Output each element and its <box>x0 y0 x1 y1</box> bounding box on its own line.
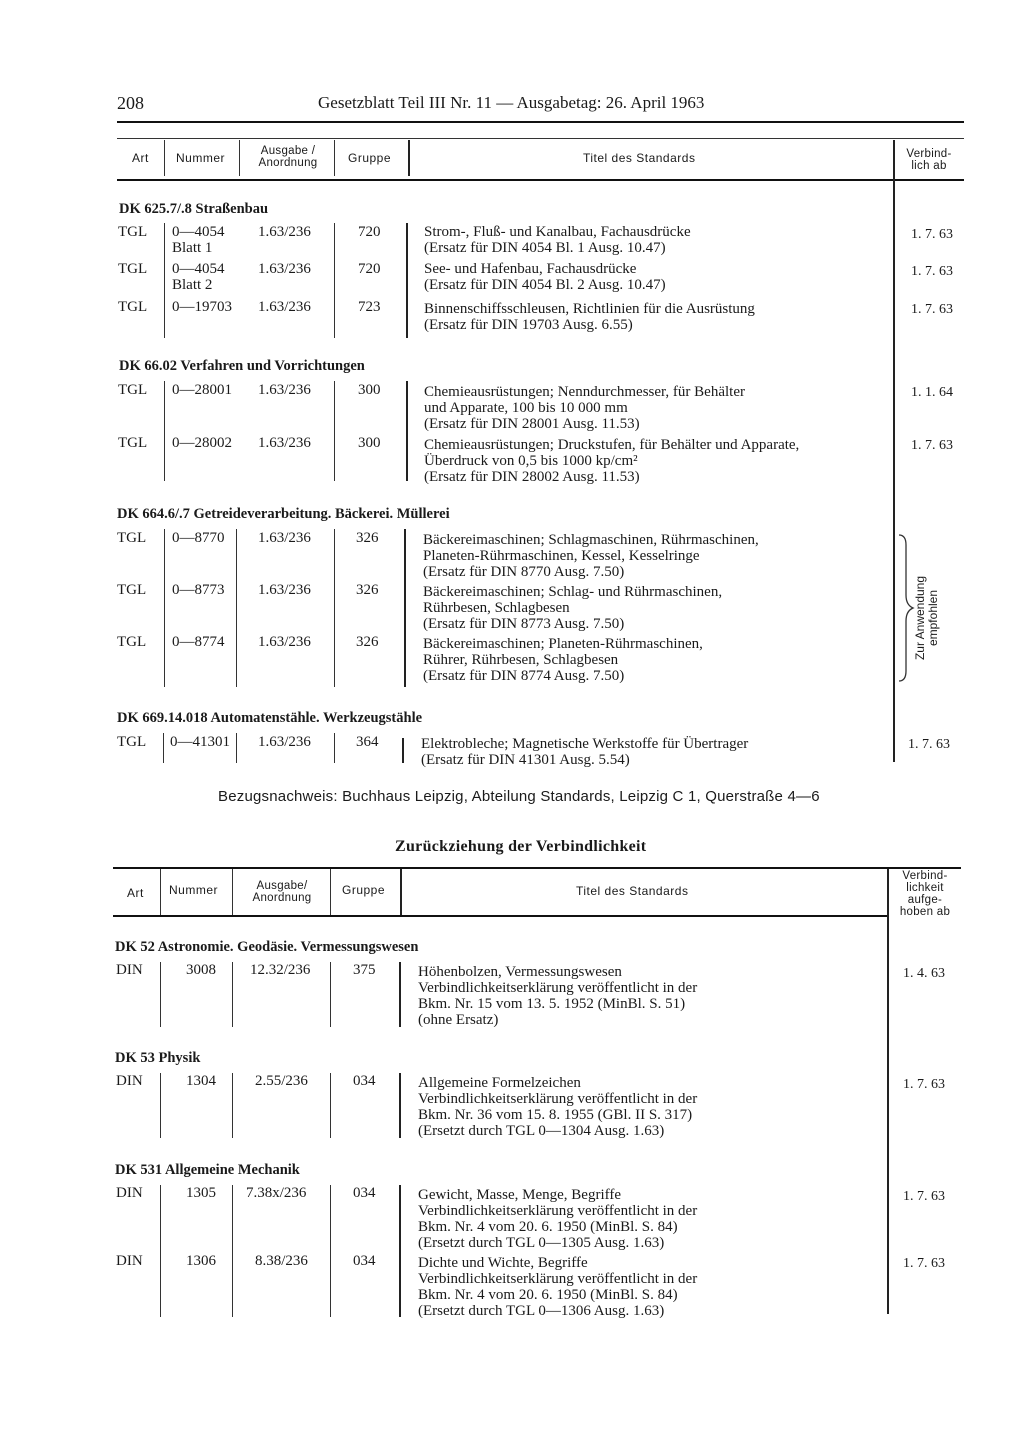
cell-titel: Chemieausrüstungen; Nenndurchmesser, für Behälter und Apparate, 100 bis 10 000 mm (Ersatz für DIN 28001 Ausg. 11.53) <box>424 384 745 432</box>
cell-ausgabe: 1.63/236 <box>258 582 311 598</box>
cell-art: TGL <box>118 299 148 315</box>
bracket-note: Zur Anwendung empfohlen <box>913 575 940 661</box>
cell-aufgehoben: 1. 7. 63 <box>903 1077 945 1092</box>
cell-art: DIN <box>116 962 143 978</box>
cell-art: TGL <box>117 734 147 750</box>
cell-art: TGL <box>118 261 148 277</box>
cell-titel: Binnenschiffsschleusen, Richtlinien für die Ausrüstung (Ersatz für DIN 19703 Ausg. 6.55) <box>424 301 755 333</box>
cell-titel: Bäckereimaschinen; Schlagmaschinen, Rührmaschinen, Planeten-Rührmaschinen, Kessel, Kesselringe (Ersatz für DIN 8770 Ausg. 7.50) <box>423 532 759 580</box>
cell-verbindlich: 1. 7. 63 <box>911 438 953 453</box>
cell-ausgabe: 8.38/236 <box>255 1253 308 1269</box>
cell-nummer: 1305 <box>186 1185 216 1201</box>
section-heading: DK 531 Allgemeine Mechanik <box>115 1162 300 1178</box>
cell-verbindlich: 1. 7. 63 <box>908 737 950 752</box>
section-heading: DK 66.02 Verfahren und Vorrichtungen <box>119 358 365 374</box>
cell-verbindlich: 1. 7. 63 <box>911 264 953 279</box>
cell-art: TGL <box>117 634 147 650</box>
cell-gruppe: 326 <box>356 634 379 650</box>
cell-art: DIN <box>116 1185 143 1201</box>
cell-ausgabe: 12.32/236 <box>250 962 311 978</box>
cell-nummer: 0—8773 <box>172 582 225 598</box>
cell-art: TGL <box>117 582 147 598</box>
section-heading: DK 53 Physik <box>115 1050 201 1066</box>
cell-nummer: 0—19703 <box>172 299 232 315</box>
cell-ausgabe: 1.63/236 <box>258 734 311 750</box>
cell-titel: Gewicht, Masse, Menge, Begriffe Verbindlichkeitserklärung veröffentlicht in der Bkm. Nr. 4 vom 20. 6. 1950 (MinBl. S. 84) (Ersetzt durch TGL 0—1305 Ausg. 1.63) <box>418 1187 698 1251</box>
cell-nummer: 0—8774 <box>172 634 225 650</box>
cell-ausgabe: 1.63/236 <box>258 435 311 451</box>
cell-nummer: 0—8770 <box>172 530 225 546</box>
cell-gruppe: 300 <box>358 382 381 398</box>
section-heading: DK 664.6/.7 Getreideverarbeitung. Bäckerei. Müllerei <box>117 506 450 522</box>
cell-ausgabe: 1.63/236 <box>258 224 311 240</box>
cell-art: TGL <box>118 435 148 451</box>
cell-verbindlich: 1. 7. 63 <box>911 302 953 317</box>
cell-nummer: 0—28002 <box>172 435 232 451</box>
cell-gruppe: 300 <box>358 435 381 451</box>
page-number: 208 <box>117 93 144 113</box>
table2-title: Zurückziehung der Verbindlichkeit <box>395 838 647 855</box>
cell-nummer: 3008 <box>186 962 216 978</box>
cell-titel: See- und Hafenbau, Fachausdrücke (Ersatz für DIN 4054 Bl. 2 Ausg. 10.47) <box>424 261 666 293</box>
cell-titel: Dichte und Wichte, Begriffe Verbindlichkeitserklärung veröffentlicht in der Bkm. Nr. 4 vom 20. 6. 1950 (MinBl. S. 84) (Ersetzt durch TGL 0—1306 Ausg. 1.63) <box>418 1255 698 1319</box>
cell-nummer: 0—4054 Blatt 1 <box>172 224 225 256</box>
cell-art: DIN <box>116 1253 143 1269</box>
cell-ausgabe: 1.63/236 <box>258 299 311 315</box>
cell-titel: Chemieausrüstungen; Druckstufen, für Behälter und Apparate, Überdruck von 0,5 bis 1000 kp/cm² (Ersatz für DIN 28002 Ausg. 11.53) <box>424 437 800 485</box>
cell-nummer: 0—41301 <box>170 734 230 750</box>
cell-titel: Allgemeine Formelzeichen Verbindlichkeitserklärung veröffentlicht in der Bkm. Nr. 36 vom 15. 8. 1955 (GBl. II S. 317) (Ersetzt durch TGL 0—1304 Ausg. 1.63) <box>418 1075 698 1139</box>
header-art: Art <box>127 886 144 900</box>
cell-gruppe: 326 <box>356 582 379 598</box>
cell-gruppe: 034 <box>353 1185 376 1201</box>
cell-titel: Bäckereimaschinen; Planeten-Rührmaschinen, Rührer, Rührbesen, Schlagbesen (Ersatz für DIN 8774 Ausg. 7.50) <box>423 636 703 684</box>
header-titel: Titel des Standards <box>576 884 689 898</box>
cell-ausgabe: 2.55/236 <box>255 1073 308 1089</box>
header-nummer: Nummer <box>176 151 226 165</box>
header-aufgehoben: Verbind- lichkeit aufge- hoben ab <box>899 870 951 918</box>
cell-ausgabe: 1.63/236 <box>258 261 311 277</box>
header-ausgabe: Ausgabe / Anordnung <box>258 145 318 169</box>
cell-nummer: 1304 <box>186 1073 216 1089</box>
section-heading: DK 669.14.018 Automatenstähle. Werkzeugstähle <box>117 710 423 726</box>
cell-aufgehoben: 1. 4. 63 <box>903 966 945 981</box>
cell-gruppe: 364 <box>356 734 379 750</box>
cell-gruppe: 375 <box>353 962 376 978</box>
cell-gruppe: 723 <box>358 299 381 315</box>
cell-nummer: 0—28001 <box>172 382 232 398</box>
cell-aufgehoben: 1. 7. 63 <box>903 1189 945 1204</box>
cell-art: TGL <box>117 530 147 546</box>
cell-aufgehoben: 1. 7. 63 <box>903 1256 945 1271</box>
cell-verbindlich: 1. 1. 64 <box>911 385 953 400</box>
cell-gruppe: 326 <box>356 530 379 546</box>
cell-titel: Bäckereimaschinen; Schlag- und Rührmaschinen, Rührbesen, Schlagbesen (Ersatz für DIN 8773 Ausg. 7.50) <box>423 584 723 632</box>
cell-nummer: 0—4054 Blatt 2 <box>172 261 225 293</box>
header-nummer: Nummer <box>169 883 219 897</box>
cell-gruppe: 720 <box>358 224 381 240</box>
header-gruppe: Gruppe <box>348 151 392 165</box>
cell-ausgabe: 1.63/236 <box>258 530 311 546</box>
header-gruppe: Gruppe <box>342 883 386 897</box>
cell-gruppe: 720 <box>358 261 381 277</box>
cell-gruppe: 034 <box>353 1253 376 1269</box>
cell-titel: Elektrobleche; Magnetische Werkstoffe für Übertrager (Ersatz für DIN 41301 Ausg. 5.54) <box>421 736 749 768</box>
cell-ausgabe: 1.63/236 <box>258 634 311 650</box>
cell-nummer: 1306 <box>186 1253 216 1269</box>
header-verbindlich: Verbind- lich ab <box>906 148 952 172</box>
cell-verbindlich: 1. 7. 63 <box>911 227 953 242</box>
cell-titel: Strom-, Fluß- und Kanalbau, Fachausdrücke (Ersatz für DIN 4054 Bl. 1 Ausg. 10.47) <box>424 224 691 256</box>
cell-titel: Höhenbolzen, Vermessungswesen Verbindlichkeitserklärung veröffentlicht in der Bkm. Nr. 15 vom 13. 5. 1952 (MinBl. S. 51) (ohne Ersatz) <box>418 964 698 1028</box>
header-ausgabe: Ausgabe/ Anordnung <box>252 880 312 904</box>
section-heading: DK 52 Astronomie. Geodäsie. Vermessungswesen <box>115 939 419 955</box>
section-heading: DK 625.7/.8 Straßenbau <box>119 201 269 217</box>
cell-gruppe: 034 <box>353 1073 376 1089</box>
cell-ausgabe: 1.63/236 <box>258 382 311 398</box>
bezugsnachweis: Bezugsnachweis: Buchhaus Leipzig, Abteilung Standards, Leipzig C 1, Querstraße 4—6 <box>218 788 820 805</box>
running-title: Gesetzblatt Teil III Nr. 11 — Ausgabetag: 26. April 1963 <box>318 93 705 112</box>
cell-art: DIN <box>116 1073 143 1089</box>
cell-ausgabe: 7.38x/236 <box>246 1185 307 1201</box>
cell-art: TGL <box>118 224 148 240</box>
header-art: Art <box>132 151 149 165</box>
header-titel: Titel des Standards <box>583 151 696 165</box>
cell-art: TGL <box>118 382 148 398</box>
